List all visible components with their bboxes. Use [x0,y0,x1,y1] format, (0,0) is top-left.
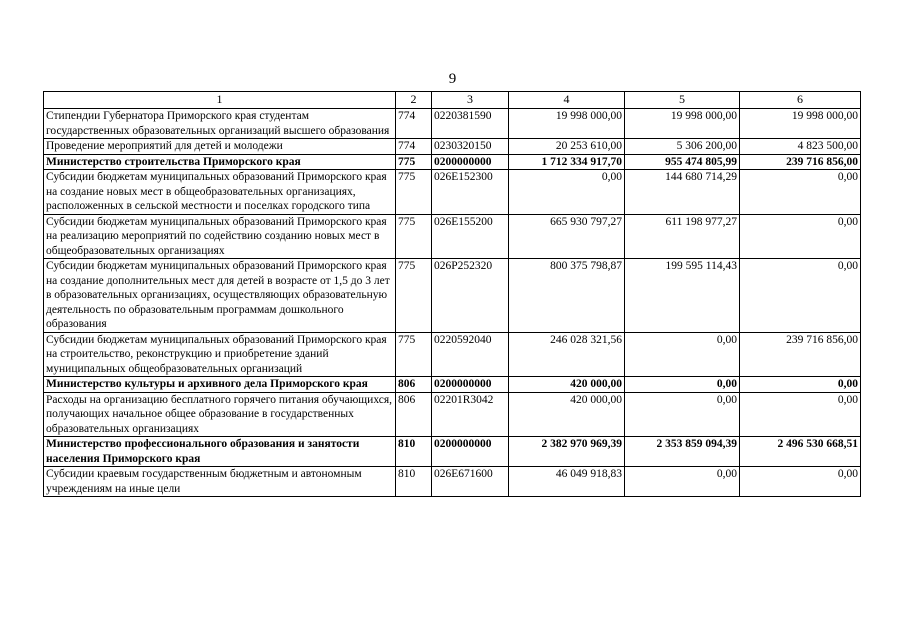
amount-col-4: 246 028 321,56 [509,332,625,377]
amount-col-4: 420 000,00 [509,392,625,437]
expense-name: Министерство строительства Приморского края [44,154,396,170]
column-header: 3 [432,92,509,109]
amount-col-6: 2 496 530 668,51 [740,437,861,467]
table-row-ministry-total [44,377,861,393]
amount-col-5: 5 306 200,00 [625,139,740,155]
amount-col-5: 611 198 977,27 [625,214,740,259]
column-header: 6 [740,92,861,109]
amount-col-4: 19 998 000,00 [509,109,625,139]
department-code: 806 [396,377,432,393]
amount-col-5: 0,00 [625,377,740,393]
amount-col-6: 239 716 856,00 [740,332,861,377]
expense-name: Министерство профессионального образования и занятости населения Приморского края [44,437,396,467]
department-code: 775 [396,332,432,377]
department-code: 810 [396,437,432,467]
target-article-code: 026E152300 [432,170,509,215]
target-article-code: 0200000000 [432,154,509,170]
target-article-code: 0200000000 [432,377,509,393]
amount-col-6: 4 823 500,00 [740,139,861,155]
expense-name: Субсидии бюджетам муниципальных образований Приморского края на создание новых мест в общеобразовательных организациях, расположенных в сельской местности и поселках городского типа [44,170,396,215]
department-code: 775 [396,154,432,170]
table-row [44,214,861,259]
target-article-code: 0220592040 [432,332,509,377]
amount-col-4: 0,00 [509,170,625,215]
amount-col-4: 20 253 610,00 [509,139,625,155]
amount-col-5: 199 595 114,43 [625,259,740,333]
amount-col-6: 19 998 000,00 [740,109,861,139]
amount-col-4: 46 049 918,83 [509,467,625,497]
column-header: 2 [396,92,432,109]
expense-name: Министерство культуры и архивного дела Приморского края [44,377,396,393]
expense-name: Стипендии Губернатора Приморского края студентам государственных образовательных организаций высшего образования [44,109,396,139]
expense-name: Проведение мероприятий для детей и молодежи [44,139,396,155]
expense-name: Субсидии бюджетам муниципальных образований Приморского края на создание дополнительных мест для детей в возрасте от 1,5 до 3 лет в образовательных организациях, осуществляющих образовательную деятельность по образовательным программам дошкольного образования [44,259,396,333]
amount-col-6: 0,00 [740,377,861,393]
expense-name: Субсидии бюджетам муниципальных образований Приморского края на строительство, реконструкцию и приобретение зданий муниципальных общеобразовательных организаций [44,332,396,377]
department-code: 806 [396,392,432,437]
table-row [44,170,861,215]
amount-col-4: 2 382 970 969,39 [509,437,625,467]
department-code: 810 [396,467,432,497]
budget-table [43,91,861,497]
target-article-code: 026E155200 [432,214,509,259]
amount-col-5: 2 353 859 094,39 [625,437,740,467]
expense-name: Расходы на организацию бесплатного горячего питания обучающихся, получающих начальное общее образование в государственных образовательных организациях [44,392,396,437]
table-row [44,259,861,333]
table-row-ministry-total [44,154,861,170]
column-header: 1 [44,92,396,109]
table-row [44,332,861,377]
target-article-code: 0230320150 [432,139,509,155]
amount-col-6: 239 716 856,00 [740,154,861,170]
table-row [44,139,861,155]
amount-col-5: 19 998 000,00 [625,109,740,139]
amount-col-6: 0,00 [740,467,861,497]
amount-col-4: 800 375 798,87 [509,259,625,333]
target-article-code: 026P252320 [432,259,509,333]
column-header: 5 [625,92,740,109]
expense-name: Субсидии краевым государственным бюджетным и автономным учреждениям на иные цели [44,467,396,497]
department-code: 774 [396,139,432,155]
amount-col-5: 0,00 [625,332,740,377]
department-code: 774 [396,109,432,139]
target-article-code: 0220381590 [432,109,509,139]
amount-col-5: 0,00 [625,467,740,497]
table-header-row [44,92,861,109]
department-code: 775 [396,214,432,259]
table-row [44,467,861,497]
amount-col-6: 0,00 [740,392,861,437]
amount-col-4: 1 712 334 917,70 [509,154,625,170]
page-number: 9 [448,71,457,87]
amount-col-4: 420 000,00 [509,377,625,393]
amount-col-6: 0,00 [740,259,861,333]
expense-name: Субсидии бюджетам муниципальных образований Приморского края на реализацию мероприятий по содействию созданию новых мест в общеобразовательных организациях [44,214,396,259]
target-article-code: 026E671600 [432,467,509,497]
table-row [44,109,861,139]
amount-col-6: 0,00 [740,170,861,215]
department-code: 775 [396,170,432,215]
table-row [44,392,861,437]
table-row-ministry-total [44,437,861,467]
amount-col-5: 955 474 805,99 [625,154,740,170]
amount-col-5: 0,00 [625,392,740,437]
column-header: 4 [509,92,625,109]
target-article-code: 02201R3042 [432,392,509,437]
target-article-code: 0200000000 [432,437,509,467]
amount-col-4: 665 930 797,27 [509,214,625,259]
amount-col-5: 144 680 714,29 [625,170,740,215]
amount-col-6: 0,00 [740,214,861,259]
department-code: 775 [396,259,432,333]
